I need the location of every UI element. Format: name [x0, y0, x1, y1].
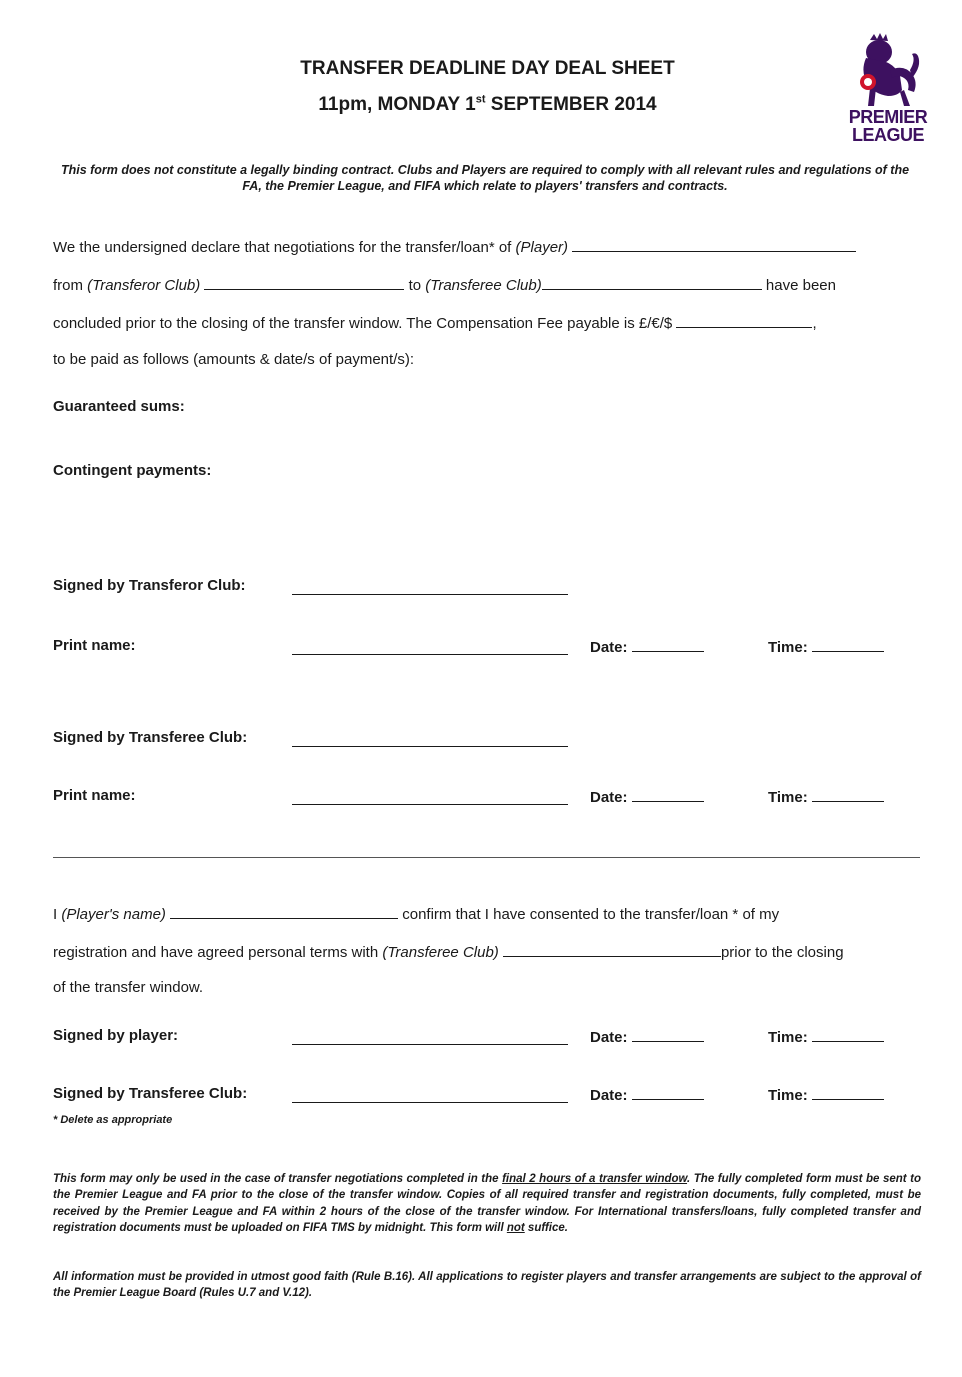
footer-text-a: This form may only be used in the case of transfer negotiations completed in the [53, 1173, 503, 1185]
consent-line-2 [53, 941, 844, 961]
logo-text-premier: PREMIER [848, 107, 928, 127]
have-been-text: have been [761, 277, 836, 294]
time-field[interactable] [812, 1085, 884, 1100]
declaration-line-1 [53, 236, 856, 256]
consent-i: I [53, 906, 62, 923]
date-group-2 [590, 787, 704, 806]
time-group [768, 637, 884, 656]
declaration-line-4: to be paid as follows (amounts & date/s of payment/s): [53, 351, 415, 368]
print-name-field-2[interactable] [292, 804, 568, 805]
lion-icon [846, 30, 930, 110]
date-label: Date: [590, 1029, 628, 1046]
compensation-fee-field[interactable] [676, 312, 812, 328]
transferee-signature-field[interactable] [292, 746, 568, 747]
date-group-3 [590, 1027, 704, 1046]
footer-paragraph-1 [53, 1171, 921, 1237]
delete-note: * Delete as appropriate [53, 1114, 173, 1126]
footer-text-b: . The fully completed form must be sent to the Premier League and FA prior to the close of the transfer window. Copies of all required transfer and registration documents, fully completed, must be received by the Premier League and FA within 2 hours of the close of the transfer window. For International transfers/loans, fully completed transfer and registration documents must be uploaded on FIFA TMS by midnight. This form will [53, 1173, 922, 1235]
time-field[interactable] [812, 1027, 884, 1042]
page-title: TRANSFER DEADLINE DAY DEAL SHEET [300, 58, 675, 79]
compensation-text: concluded prior to the closing of the transfer window. The Compensation Fee payable is £/€/$ [53, 315, 677, 332]
to-text: to [404, 277, 426, 294]
signed-transferor-label: Signed by Transferor Club: [53, 577, 246, 594]
prior-closing-text: prior to the closing [720, 944, 844, 961]
date-label: Date: [590, 639, 628, 656]
transferor-signature-field[interactable] [292, 594, 568, 595]
time-label: Time: [768, 1029, 808, 1046]
declaration-line-3 [53, 312, 817, 332]
consent-club-field[interactable] [503, 941, 721, 957]
section-divider [53, 857, 920, 858]
consent-text: confirm that I have consented to the transfer/loan * of my [398, 906, 780, 923]
date-field[interactable] [632, 637, 704, 652]
player-field[interactable] [572, 236, 856, 252]
comma: , [812, 315, 817, 332]
time-label: Time: [768, 639, 808, 656]
consent-line-1 [53, 903, 779, 923]
declaration-line-2 [53, 274, 836, 294]
subtitle-sup: st [475, 93, 486, 106]
print-name-label: Print name: [53, 637, 136, 654]
footer-not: not [506, 1222, 525, 1235]
time-group-2 [768, 787, 884, 806]
logo-text-league: LEAGUE [851, 125, 924, 145]
player-name-field[interactable] [170, 903, 398, 919]
from-text: from [53, 277, 88, 294]
premier-league-logo [846, 30, 930, 146]
consent-line-3: of the transfer window. [53, 979, 204, 996]
guaranteed-sums-label: Guaranteed sums: [53, 398, 185, 415]
transferee-hint: (Transferee Club) [425, 277, 542, 294]
signed-transferee-label-2: Signed by Transferee Club: [53, 1085, 248, 1102]
contingent-payments-label: Contingent payments: [53, 462, 212, 479]
transferee-signature-field-2[interactable] [292, 1102, 568, 1103]
print-name-field[interactable] [292, 654, 568, 655]
time-group-3 [768, 1027, 884, 1046]
signed-transferee-label: Signed by Transferee Club: [53, 729, 248, 746]
transferor-club-field[interactable] [204, 274, 404, 290]
signed-player-label: Signed by player: [53, 1027, 179, 1044]
transferor-hint: (Transferor Club) [87, 277, 201, 294]
time-group-4 [768, 1085, 884, 1104]
transferee-club-hint: (Transferee Club) [382, 944, 499, 961]
date-label: Date: [590, 789, 628, 806]
footer-paragraph-2: All information must be provided in utmost good faith (Rule B.16). All applications to register players and transfer arrangements are subject to the approval of the Premier League Board (Rules U.7 and V.12). [53, 1271, 921, 1300]
date-field[interactable] [632, 1027, 704, 1042]
player-signature-field[interactable] [292, 1044, 568, 1045]
subtitle-suffix: SEPTEMBER 2014 [485, 94, 657, 115]
time-label: Time: [768, 789, 808, 806]
date-group-4 [590, 1085, 704, 1104]
player-name-hint: (Player's name) [61, 906, 166, 923]
footer-underlined: final 2 hours of a transfer window [502, 1173, 688, 1185]
disclaimer: This form does not constitute a legally binding contract. Clubs and Players are required to comply with all relevant rules and regulations of the FA, the Premier League, and FIFA which relate to players' transfers and contracts. [60, 163, 910, 193]
footer-text-c: suffice. [524, 1222, 568, 1235]
date-field[interactable] [632, 787, 704, 802]
date-label: Date: [590, 1087, 628, 1104]
player-hint: (Player) [515, 239, 569, 256]
page-subtitle [0, 94, 962, 116]
subtitle-prefix: 11pm, MONDAY 1 [318, 94, 476, 115]
date-group [590, 637, 704, 656]
time-field[interactable] [812, 787, 884, 802]
time-field[interactable] [812, 637, 884, 652]
print-name-label-2: Print name: [53, 787, 136, 804]
transferee-club-field[interactable] [542, 274, 762, 290]
date-field[interactable] [632, 1085, 704, 1100]
consent-text-2: registration and have agreed personal terms with [53, 944, 383, 961]
declaration-text: We the undersigned declare that negotiations for the transfer/loan* of [53, 239, 516, 256]
time-label: Time: [768, 1087, 808, 1104]
